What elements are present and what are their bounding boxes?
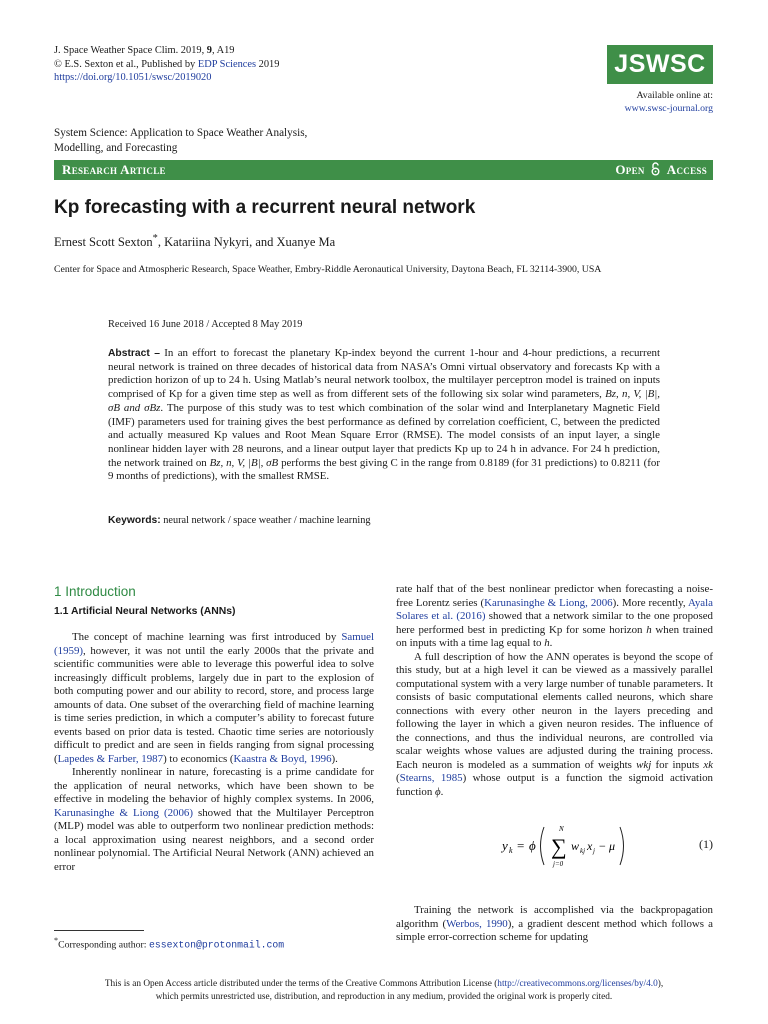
available-label: Available online at: xyxy=(636,90,713,101)
citation-link[interactable]: Lapedes & Farber, 1987 xyxy=(57,752,164,765)
sigmoid-equation xyxy=(500,819,650,873)
svg-text:x: x xyxy=(587,839,593,853)
corresponding-author-footnote: *Corresponding author: essexton@protonmail.com xyxy=(54,936,285,951)
paragraph: rate half that of the best nonlinear predictor when forecasting a noise-free Lorentz series (Karunasinghe & Liong, 2006). More recently, Ayala Solares et al. (2016) showed that a network similar to the one proposed here performed best in predicting Kp for some horizon h when trained on inputs with a time lag equal to h. xyxy=(396,583,714,649)
citation-link[interactable]: Stearns, 1985 xyxy=(399,772,463,784)
abstract: Abstract – In an effort to forecast the planetary Kp-index beyond the current 1-hour and 4-hour predictions, a recurrent neural network is trained on three decades of historical data from NASA’s Omni virtual observatory and forecasts Kp with a prediction horizon of up to 24 h. Using Matlab’s neural network toolbox, the multilayer perceptron model is trained on inputs comprised of Kp for a given time step as well as from different sets of the following six solar wind parameters, Bz, n, V, |B|, σB and σBz. The purpose of this study was to test which combination of the solar wind and Interplanetary Magnetic Field (IMF) parameters used for training gives the best performance as defined by correlation coefficient, C, between the predicted and actually measured Kp values and Root Mean Square Error (RMSE). The model consists of an input layer, a single nonlinear hidden layer with 28 neurons, and a linear output layer that predicts Kp up to 24 h in advance. For 24 h prediction, the network trained on Bz, n, V, |B|, σB performs the best giving C in the range from 0.8189 (for 31 predictions) to 0.8211 (for 9 months of predictions), with the smallest RMSE. xyxy=(108,347,660,483)
citation-link[interactable]: Kaastra & Boyd, 1996 xyxy=(233,752,332,765)
svg-text:j: j xyxy=(593,847,595,855)
paragraph: A full description of how the ANN operates is beyond the scope of this study, but at a high level it can be viewed as a massively parallel computational system with a very large number of tunable parameters. It consists of basic computational elements called neurons, which share connections with every other neuron in the layers preceding and following the layer in which a given neuron resides. The influence of the connections, and thus the individual neurons, are controlled via scalar weights whose values are adjusted during the training process. Each neuron is modeled as a summation of weights wkj for inputs xk (Stearns, 1985) whose output is a function the sigmoid activation function ϕ. xyxy=(396,650,713,798)
svg-text:ϕ: ϕ xyxy=(529,838,536,853)
paragraph: The concept of machine learning was first introduced by Samuel (1959), however, it was not until the early 2000s that the private and scientific communities were able to leverage this powerful idea to solve increasingly difficult problems, largely due in part to the explosion of both computing power and our ability to record, store, and process large amounts of data. One subset of the overarching field of machine learning is time series prediction, in which a computer’s ability to forecast future events based on prior data is tested. Chaotic time series are notoriously difficult to predict and are seen in fields ranging from signal processing (Lapedes & Farber, 1987) to economics (Kaastra & Boyd, 1996). xyxy=(54,631,374,765)
body-column-right-continued xyxy=(396,904,713,945)
body-column-left xyxy=(54,631,374,874)
equation-number: (1) xyxy=(699,837,713,851)
affiliation: Center for Space and Atmospheric Research, Space Weather, Embry-Riddle Aeronautical University, Daytona Beach, FL 32114-3900, USA xyxy=(54,264,602,275)
subsection-heading: 1.1 Artificial Neural Networks (ANNs) xyxy=(54,606,236,617)
open-access-badge: Open Access xyxy=(615,162,707,177)
svg-text:μ: μ xyxy=(609,839,616,853)
license-link[interactable]: http://creativecommons.org/licenses/by/4.0 xyxy=(497,979,658,989)
journal-url-link[interactable]: www.swsc-journal.org xyxy=(624,102,713,114)
journal-info xyxy=(54,44,279,85)
article-type: Research Article xyxy=(62,162,166,177)
citation-link[interactable]: Samuel (1959) xyxy=(54,631,374,657)
paragraph: Training the network is accomplished via the backpropagation algorithm (Werbos, 1990), a gradient descent method which follows a simple error-correction scheme for updating xyxy=(396,904,713,943)
svg-text:k: k xyxy=(509,846,513,855)
citation-link[interactable]: Werbos, 1990 xyxy=(446,917,508,930)
abstract-label: Abstract – xyxy=(108,348,160,359)
journal-citation: J. Space Weather Space Clim. 2019, 9, A19 xyxy=(54,45,235,56)
svg-text:−: − xyxy=(599,839,606,853)
section-heading: 1 Introduction xyxy=(54,584,136,599)
body-column-right xyxy=(396,583,713,799)
keywords-list: neural network / space weather / machine learning xyxy=(160,515,371,526)
svg-text:N: N xyxy=(559,825,564,833)
publisher-link[interactable]: EDP Sciences xyxy=(197,58,257,70)
svg-text:kj: kj xyxy=(580,847,586,855)
author-name: Ernest Scott Sexton xyxy=(54,235,153,250)
article-type-banner xyxy=(54,160,713,180)
open-lock-icon xyxy=(650,162,661,176)
topical-issue: System Science: Application to Space Weather Analysis, Modelling, and Forecasting xyxy=(54,127,308,154)
availability xyxy=(625,90,713,115)
author-email-link[interactable]: essexton@protonmail.com xyxy=(148,939,285,951)
svg-text:w: w xyxy=(571,839,580,853)
doi-link[interactable]: https://doi.org/10.1051/swsc/2019020 xyxy=(54,72,212,83)
equation-1 xyxy=(500,819,713,873)
svg-text:j=0: j=0 xyxy=(553,860,564,868)
license-notice: This is an Open Access article distributed under the terms of the Creative Commons Attribution License (http://creativecommons.org/licenses/by/4.0), which permits unrestricted use, distribution, and reproduction in any medium, provided the original work is properly cited. xyxy=(104,979,664,1002)
citation-link[interactable]: Karunasinghe & Liong, 2006 xyxy=(484,596,613,609)
author-list: Ernest Scott Sexton*, Katariina Nykyri, and Xuanye Ma xyxy=(54,233,336,250)
keywords xyxy=(108,515,371,526)
citation-link[interactable]: Ayala Solares et al. (2016) xyxy=(396,596,714,622)
svg-text:y: y xyxy=(502,838,508,853)
copyright-line: © E.S. Sexton et al., Published by EDP Sciences 2019 xyxy=(54,58,280,70)
keywords-label: Keywords: xyxy=(108,515,161,526)
received-accepted-dates: Received 16 June 2018 / Accepted 8 May 2019 xyxy=(108,319,303,330)
corresponding-mark: * xyxy=(152,233,158,244)
paragraph: Inherently nonlinear in nature, forecasting is a prime candidate for the application of neural networks, which have been shown to be effective in modeling the behavior of highly complex systems. In 2006, Karunasinghe & Liong (2006) showed that the Multilayer Perceptron (MLP) model was able to outperform two nonlinear prediction methods: a local approximation using nearest neighbors, and a second order nonlinear polynomial. The Artificial Neural Network (ANN) achieved an error xyxy=(54,766,374,873)
journal-volume: 9 xyxy=(206,45,212,56)
article-title: Kp forecasting with a recurrent neural network xyxy=(54,197,476,218)
footnote-divider xyxy=(54,930,144,931)
citation-link[interactable]: Karunasinghe & Liong (2006) xyxy=(54,806,193,819)
svg-text:=: = xyxy=(517,838,525,853)
journal-logo: JSWSC xyxy=(607,45,713,84)
svg-text:∑: ∑ xyxy=(551,834,567,859)
